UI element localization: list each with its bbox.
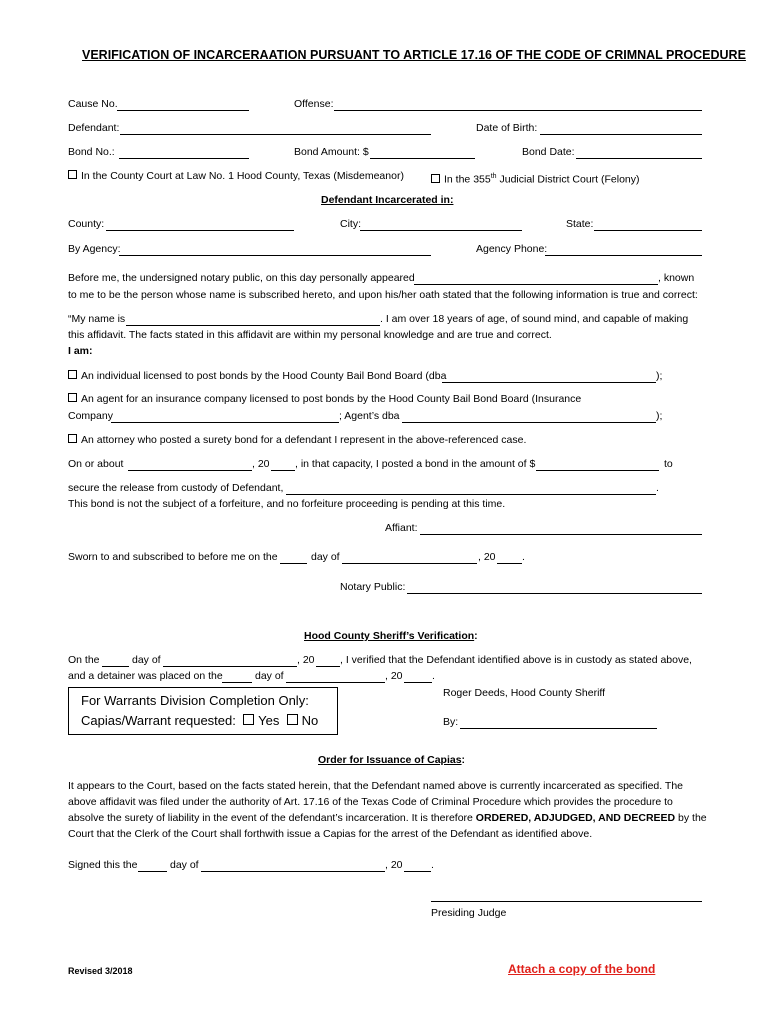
bond-posted-date-field[interactable] [128,458,252,471]
form-title: VERIFICATION OF INCARCERAATION PURSUANT TO ARTICLE 17.16 OF THE CODE OF CRIMNAL PROCEDURE [82,48,746,62]
sworn-period: . [522,551,525,563]
court-felony-label: In the 355 [444,173,491,186]
presiding-judge-label: Presiding Judge [431,907,507,919]
detainer-day-field[interactable] [222,670,252,683]
sheriff-by-signature-field[interactable] [460,716,657,729]
detainer-label: and a detainer was placed on the [68,670,223,682]
sworn-label: Sworn to and subscribed to before me on the [68,551,278,563]
affidavit-intro-cont: to me to be the person whose name is subscribed hereto, and upon his/her oath stated that the following information is true and correct: [68,289,698,301]
court-misdemeanor-option[interactable] [68,170,404,183]
order-line-2: above affidavit was filed under the authority of Art. 17.16 of the Texas Code of Criminal Procedure which provides the procedure to [68,796,673,808]
sheriff-on-the: On the [68,654,100,666]
option-agent-label: An agent for an insurance company licensed to post bonds by the Hood County Bail Bond Board (Insurance [81,393,582,405]
signed-period: . [431,859,434,871]
county-field[interactable] [106,218,294,231]
offense-label: Offense: [294,98,334,110]
option-individual-end: ); [656,370,663,382]
bond-amount-field[interactable] [370,146,475,159]
county-label: County: [68,218,105,230]
agency-phone-field[interactable] [545,243,702,256]
detainer-period: . [432,670,435,682]
no-checkbox[interactable] [287,714,298,725]
bond-amount-label: Bond Amount: $ [294,146,369,158]
judge-signature-field[interactable] [431,889,702,902]
state-label: State: [566,218,594,230]
cause-no-label: Cause No. [68,98,118,110]
order-line-1: It appears to the Court, based on the facts stated herein, that the Defendant named above is currently incarcerated as specified. The [68,780,684,792]
sworn-day-field[interactable] [280,551,307,564]
cause-no-field[interactable] [117,98,249,111]
signed-day-of: day of [170,859,199,871]
agent-dba-field[interactable] [402,410,656,423]
offense-field[interactable] [334,98,702,111]
sworn-month-field[interactable] [342,551,477,564]
no-label: No [301,713,319,728]
sheriff-by-label: By: [443,716,459,728]
capacity-statement: . I am over 18 years of age, of sound mind, and capable of making [380,313,689,325]
sworn-day-of: day of [311,551,340,563]
sheriff-heading: Hood County Sheriff’s Verification: [304,630,478,642]
signed-year-field[interactable] [404,859,431,872]
insurance-company-label: Company [68,410,113,422]
to-label: to [664,458,673,470]
checkbox-icon[interactable] [68,170,77,179]
court-felony-option[interactable] [431,170,640,187]
signed-day-field[interactable] [138,859,167,872]
capias-requested-label: Capias/Warrant requested: [81,713,236,728]
option-individual-label: An individual licensed to post bonds by the Hood County Bail Bond Board (dba [81,370,447,382]
detainer-year-field[interactable] [404,670,432,683]
affidavit-known: , known [658,272,695,284]
my-name-label: “My name is [68,313,126,325]
affiant-signature-field[interactable] [420,522,702,535]
bond-date-field[interactable] [576,146,702,159]
posted-amount-field[interactable] [536,458,659,471]
i-am-label: I am: [68,345,93,357]
sworn-year-field[interactable] [497,551,522,564]
court-misdemeanor-label: In the County Court at Law No. 1 Hood County, Texas (Misdemeanor) [81,170,404,182]
city-field[interactable] [360,218,522,231]
on-or-about-label: On or about [68,458,124,470]
warrants-box-heading: For Warrants Division Completion Only: [81,693,309,708]
defendant-field[interactable] [120,122,431,135]
individual-dba-field[interactable] [442,370,656,383]
ordinal-suffix: th [490,173,497,180]
notary-label: Notary Public: [340,581,406,593]
bond-date-label: Bond Date: [522,146,575,158]
option-agent[interactable] [68,393,581,406]
bond-no-field[interactable] [119,146,249,159]
detainer-day-of: day of [255,670,284,682]
bond-amount-statement: , in that capacity, I posted a bond in the amount of $ [295,458,536,470]
personal-knowledge: this affidavit. The facts stated in this affidavit are within my personal knowledge and are true and correct. [68,329,552,341]
defendant-label: Defendant: [68,122,120,134]
sheriff-year-field[interactable] [316,654,340,667]
agent-dba-label: ; Agent’s dba [339,410,400,422]
agency-phone-label: Agency Phone: [476,243,548,255]
signed-label: Signed this the [68,859,138,871]
sheriff-day-field[interactable] [102,654,129,667]
yes-label: Yes [258,713,280,728]
period: . [656,482,659,494]
not-forfeiture-statement: This bond is not the subject of a forfeiture, and no forfeiture proceeding is pending at this time. [68,498,506,510]
released-defendant-field[interactable] [286,482,656,495]
warrants-division-box [68,687,338,735]
order-line-4: Court that the Clerk of the Court shall forthwith issue a Capias for the arrest of the Defendant as identified above. [68,828,593,840]
capias-requested-row [81,713,318,728]
insurance-company-field[interactable] [111,410,339,423]
checkbox-icon[interactable] [431,174,440,183]
sheriff-year-prefix: , 20 [297,654,315,666]
checkbox-icon[interactable] [68,370,77,379]
agency-label: By Agency: [68,243,121,255]
option-individual[interactable] [68,370,446,383]
detainer-year-prefix: , 20 [385,670,403,682]
yes-checkbox[interactable] [243,714,254,725]
city-label: City: [340,218,361,230]
attach-bond-notice: Attach a copy of the bond [508,962,656,976]
signed-month-field[interactable] [201,859,385,872]
notary-signature-field[interactable] [407,581,702,594]
affiant-label: Affiant: [385,522,418,534]
revised-date: Revised 3/2018 [68,966,133,976]
court-felony-label-rest: Judicial District Court (Felony) [496,173,640,186]
sheriff-day-of: day of [132,654,161,666]
sworn-year-prefix: , 20 [478,551,496,563]
dob-field[interactable] [540,122,702,135]
year-prefix: , 20 [252,458,270,470]
checkbox-icon[interactable] [68,393,77,402]
option-attorney[interactable] [68,434,526,447]
appeared-name-field[interactable] [414,272,658,285]
option-agent-end: ); [656,410,663,422]
signed-year-prefix: , 20 [385,859,403,871]
dob-label: Date of Birth: [476,122,538,134]
bond-posted-year-field[interactable] [271,458,295,471]
bond-no-label: Bond No.: [68,146,115,158]
sheriff-name: Roger Deeds, Hood County Sheriff [443,687,606,699]
order-heading: Order for Issuance of Capias: [318,754,466,766]
state-field[interactable] [594,218,702,231]
checkbox-icon[interactable] [68,434,77,443]
order-line-3: absolve the surety of liability in the event of the defendant’s incarceration. It is therefore ORDERED, ADJUDGED, AND DECREED by the [68,812,707,824]
incarcerated-heading: Defendant Incarcerated in: [321,194,454,206]
sheriff-verified-statement: , I verified that the Defendant identified above is in custody as stated above, [340,654,692,666]
agency-field[interactable] [119,243,431,256]
sheriff-month-field[interactable] [163,654,297,667]
affidavit-intro: Before me, the undersigned notary public, on this day personally appeared [68,272,415,284]
detainer-month-field[interactable] [286,670,385,683]
secure-release-label: secure the release from custody of Defendant, [68,482,284,494]
my-name-field[interactable] [126,313,380,326]
option-attorney-label: An attorney who posted a surety bond for a defendant I represent in the above-referenced case. [81,434,527,446]
